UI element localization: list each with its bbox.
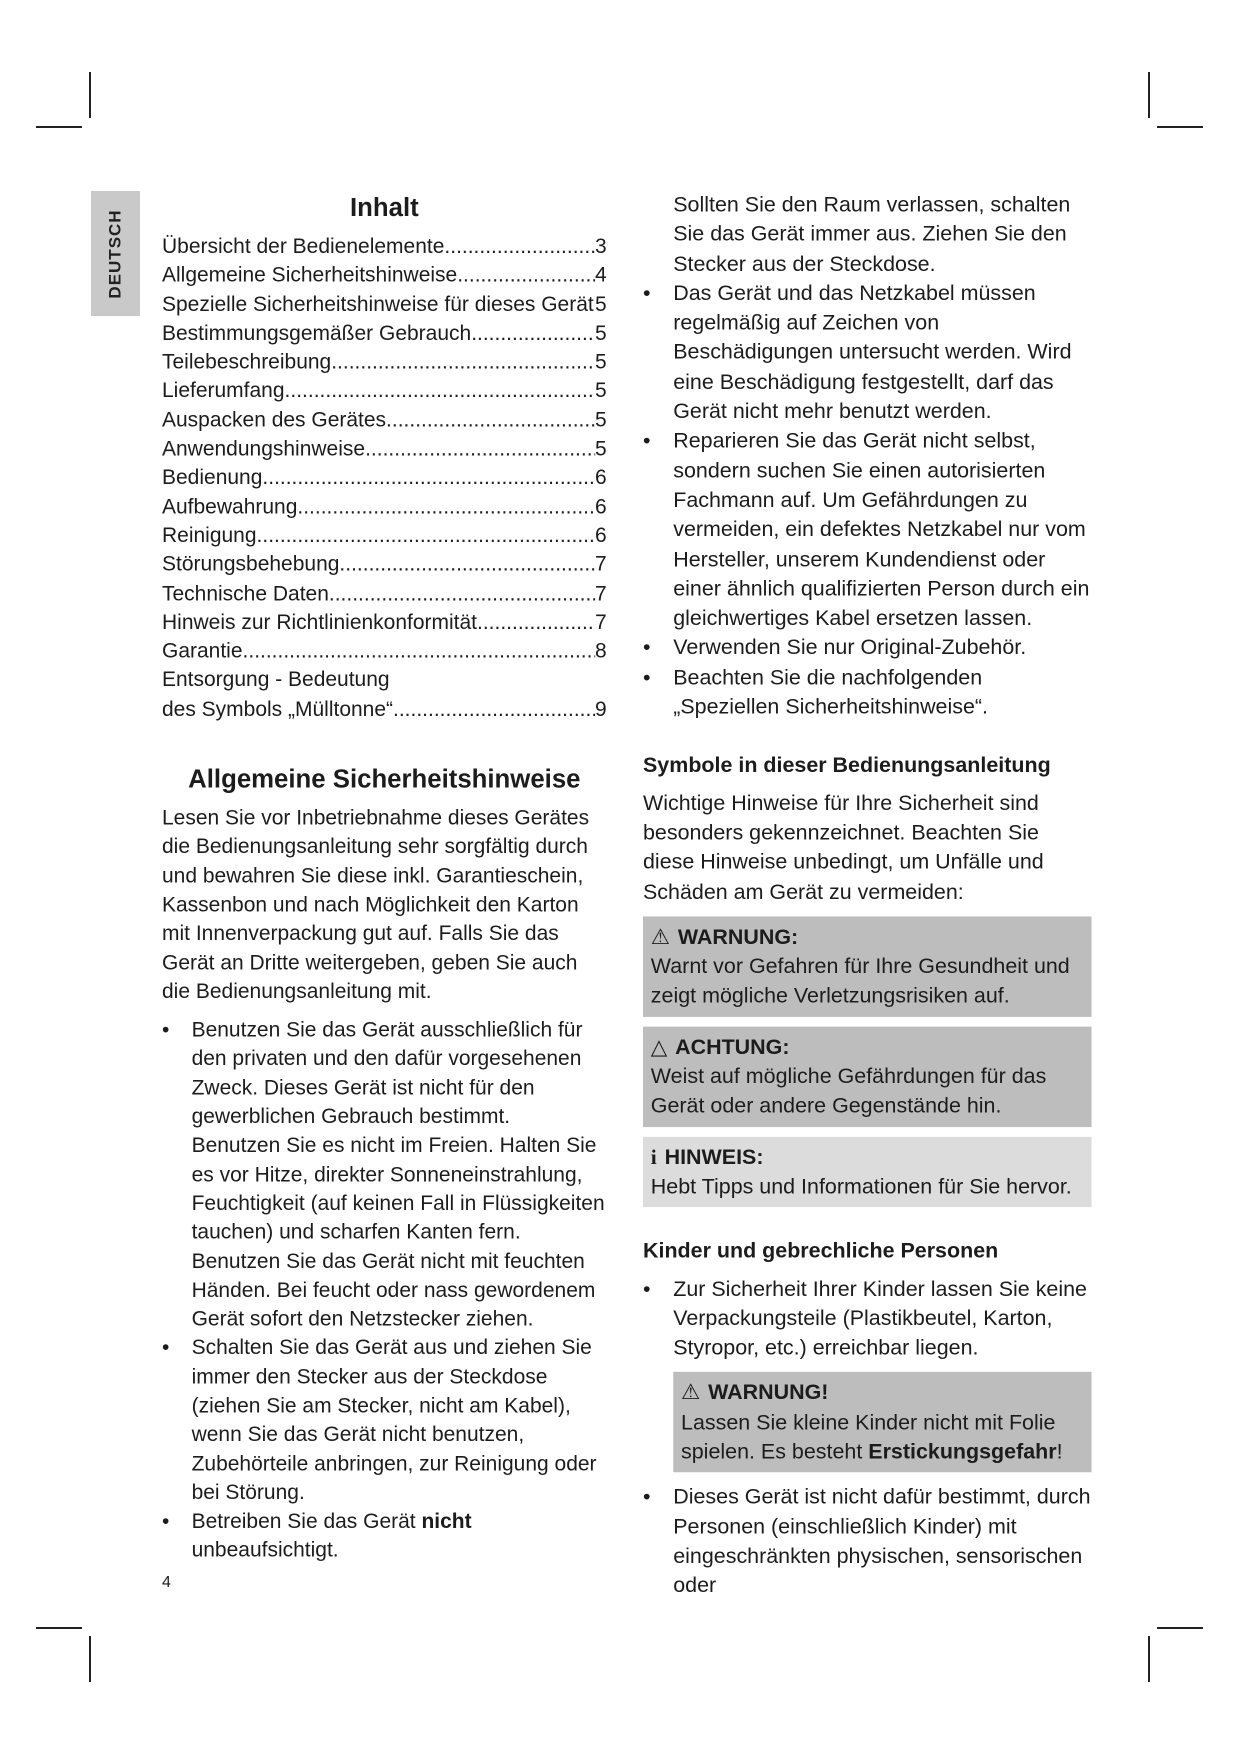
toc-title: Inhalt	[349, 192, 419, 222]
safety-intro: Lesen Sie vor Inbetriebnahme dieses Gerätes die Bedienungsanleitung sehr sorgfältig durch und bewahren Sie diese inkl. Garantieschein, Kassenbon und nach Möglichkeit den Karton mit Innenverpackung gut auf. Falls Sie das Gerät an Dritte weitergeben, geben Sie auch die Bedienungsanleitung mit.	[162, 805, 590, 1003]
toc-entry-label: Reinigung	[162, 522, 257, 547]
toc-entry[interactable]	[162, 579, 607, 608]
list-item-text: Verwenden Sie nur Original-Zubehör.	[673, 635, 1027, 660]
children-warning-box	[673, 1372, 1091, 1472]
warning-icon: ⚠	[681, 1380, 701, 1405]
toc-entry[interactable]	[162, 348, 607, 377]
bullet-icon: •	[643, 428, 651, 453]
toc-entry[interactable]	[162, 290, 607, 319]
toc-entry[interactable]	[162, 377, 607, 406]
list-item-text: Benutzen Sie das Gerät ausschließlich für den privaten und den dafür vorgesehenen Zweck. Dieses Gerät ist nicht für den gewerblichen Gebrauch bestimmt.	[191, 1017, 583, 1128]
toc-entry[interactable]	[162, 608, 607, 637]
list-item	[643, 633, 1092, 663]
caution-text: Weist auf mögliche Gefährdungen für das Gerät oder andere Gegenstände hin.	[650, 1063, 1047, 1118]
toc-leader	[444, 232, 595, 261]
list-item	[643, 663, 1092, 722]
toc-entry[interactable]	[162, 405, 607, 434]
warning-text: Warnt vor Gefahren für Ihre Gesundheit und zeigt mögliche Verletzungsrisiken auf.	[650, 953, 1070, 1008]
list-item-text: Zur Sicherheit Ihrer Kinder lassen Sie keine Verpackungsteile (Plastikbeutel, Karton, Styropor, etc.) erreichbar liegen.	[673, 1275, 1087, 1360]
note-box	[643, 1136, 1092, 1207]
bullet-icon: •	[643, 664, 651, 690]
toc-entry[interactable]	[162, 695, 607, 724]
bullet-icon: •	[162, 1508, 170, 1533]
toc-entry-label: Lieferumfang	[162, 378, 285, 403]
toc-entry-label: Übersicht der Bedienelemente	[162, 233, 445, 258]
bullet-icon: •	[643, 635, 651, 660]
toc-entry-page: 9	[594, 696, 607, 721]
toc-entry-page: 7	[594, 551, 607, 576]
list-item	[643, 1482, 1092, 1600]
toc-entry-label: Garantie	[162, 638, 243, 663]
toc-entry-page: 5	[594, 407, 607, 432]
toc-entry-label: Allgemeine Sicherheitshinweise	[162, 262, 458, 287]
toc-entry-page: 8	[594, 638, 607, 663]
warning-box	[643, 916, 1092, 1016]
list-item-text: Schalten Sie das Gerät aus und ziehen Sie immer den Stecker aus der Steckdose (ziehen Sie am Stecker, nicht am Kabel), wenn Sie das Gerät nicht benutzen, Zubehörteile anbringen, zur Reinigung oder bei Störung.	[191, 1335, 597, 1504]
list-item-text: Betreiben Sie das Gerät nicht unbeaufsichtigt.	[191, 1508, 472, 1562]
warning-title: WARNUNG:	[677, 924, 799, 949]
crop-mark	[36, 1627, 82, 1629]
toc-entry[interactable]	[162, 637, 607, 666]
crop-mark	[1148, 72, 1150, 118]
list-item	[643, 1274, 1092, 1363]
list-item-text: Das Gerät und das Netzkabel müssen regelmäßig auf Zeichen von Beschädigungen untersucht werden. Wird eine Beschädigung festgestellt, darf das Gerät nicht mehr benutzt werden.	[673, 280, 1072, 424]
crop-mark	[89, 72, 91, 118]
toc-entry-page: 3	[594, 233, 607, 258]
toc-entry-label: Aufbewahrung	[162, 494, 298, 518]
toc-entry-label: Teilebeschreibung	[162, 349, 332, 374]
list-item	[643, 426, 1092, 633]
bullet-icon: •	[643, 1484, 651, 1509]
bullet-icon: •	[643, 280, 651, 305]
toc-leader	[257, 521, 595, 550]
toc-entry-label: Bedienung	[162, 465, 263, 490]
list-item	[643, 279, 1092, 427]
toc-entry-page: 6	[594, 522, 607, 547]
toc-leader	[365, 434, 595, 463]
list-item-text: Beachten Sie die nachfolgenden „Speziellen Sicherheitshinweise“.	[673, 664, 989, 719]
note-title: HINWEIS:	[664, 1144, 764, 1169]
toc-entry-page: 7	[594, 580, 607, 605]
caution-title: ACHTUNG:	[675, 1034, 790, 1059]
toc-entry-page: 5	[594, 349, 607, 374]
toc-entry-label: Anwendungshinweise	[162, 436, 366, 461]
bullet-icon: •	[162, 1017, 170, 1042]
caution-box	[643, 1026, 1092, 1126]
crop-mark	[1157, 1627, 1203, 1629]
toc-leader	[262, 463, 595, 492]
toc-entry-label: Entsorgung - Bedeutung	[162, 667, 390, 692]
toc-entry[interactable]	[162, 550, 607, 579]
toc-leader	[329, 579, 595, 608]
toc-leader	[243, 637, 595, 666]
toc-entry[interactable]	[162, 319, 607, 348]
toc-entry-page: 6	[594, 465, 607, 490]
toc-leader	[339, 550, 595, 579]
symbols-heading: Symbole in dieser Bedienungsanleitung	[643, 752, 1051, 778]
toc-leader	[386, 405, 595, 434]
toc-entry[interactable]	[162, 666, 607, 695]
list-item	[162, 1334, 607, 1507]
left-column	[162, 190, 607, 1565]
toc-entry-label: Störungsbehebung	[162, 551, 340, 576]
list-item-text: Reparieren Sie das Gerät nicht selbst, sondern suchen Sie einen autorisierten Fachmann auf. Um Gefährdungen zu vermeiden, ein defektes Netzkabel nur vom Hersteller, unserem Kundendienst oder einer ähnlich qualifizierten Person durch ein gleichwertiges Kabel ersetzen lassen.	[673, 428, 1090, 630]
toc-entry-page: 5	[594, 320, 607, 345]
toc-entry-page: 7	[594, 609, 607, 634]
symbols-intro: Wichtige Hinweise für Ihre Sicherheit sind besonders gekennzeichnet. Beachten Sie diese Hinweise unbedingt, um Unfälle und Schäden am Gerät zu vermeiden:	[643, 790, 1044, 904]
toc-entry-page: 5	[594, 291, 607, 316]
toc-leader	[477, 608, 595, 637]
bullet-icon: •	[162, 1335, 170, 1360]
language-tab	[91, 191, 140, 316]
warning-icon: ⚠	[650, 924, 671, 949]
table-of-contents	[162, 232, 607, 666]
toc-entry[interactable]	[162, 463, 607, 492]
children-heading: Kinder und gebrechliche Personen	[643, 1238, 999, 1263]
toc-entry-page: 5	[594, 378, 607, 403]
toc-entry[interactable]	[162, 521, 607, 550]
toc-entry[interactable]	[162, 261, 607, 290]
language-label: DEUTSCH	[105, 208, 125, 299]
note-text: Hebt Tipps und Informationen für Sie hervor.	[650, 1173, 1072, 1199]
right-column	[643, 190, 1092, 1600]
toc-entry[interactable]	[162, 232, 607, 261]
crop-mark	[89, 1636, 91, 1682]
toc-leader	[471, 319, 595, 348]
toc-entry-label: Technische Daten	[162, 580, 329, 605]
toc-leader	[393, 695, 595, 724]
caution-icon: △	[650, 1034, 668, 1059]
crop-mark	[1148, 1636, 1150, 1682]
crop-mark	[36, 126, 82, 128]
toc-leader	[297, 492, 595, 521]
toc-entry-label: Bestimmungsgemäßer Gebrauch	[162, 320, 472, 345]
crop-mark	[1157, 126, 1203, 128]
toc-entry-label: Hinweis zur Richtlinienkonformität	[162, 609, 478, 634]
list-item-continuation: Sollten Sie den Raum verlassen, schalten Sie das Gerät immer aus. Ziehen Sie den Stecker aus der Steckdose.	[673, 191, 1071, 276]
info-icon: i	[650, 1144, 657, 1169]
toc-leader	[331, 348, 595, 377]
toc-entry-label: Spezielle Sicherheitshinweise für dieses Gerät	[162, 291, 594, 316]
toc-entry[interactable]	[162, 492, 607, 521]
page-number: 4	[162, 1574, 171, 1591]
list-item	[162, 1016, 607, 1132]
toc-leader	[285, 377, 595, 406]
toc-entry-page: 6	[594, 494, 607, 518]
warning-text: Lassen Sie kleine Kinder nicht mit Folie spielen. Es besteht Erstickungsgefahr!	[681, 1409, 1063, 1464]
toc-entry[interactable]	[162, 434, 607, 463]
list-item	[162, 1507, 607, 1565]
toc-entry-label: Auspacken des Gerätes	[162, 407, 387, 432]
list-item-text: Dieses Gerät ist nicht dafür bestimmt, durch Personen (einschließlich Kinder) mit eingeschränkten physischen, sensorischen oder	[673, 1484, 1091, 1598]
warning-title: WARNUNG!	[708, 1380, 829, 1405]
toc-entry-page: 5	[594, 436, 607, 461]
toc-entry-label: des Symbols „Mülltonne“	[162, 696, 394, 721]
toc-leader	[457, 261, 595, 290]
list-item-continuation: Benutzen Sie es nicht im Freien. Halten Sie es vor Hitze, direkter Sonneneinstrahlung, Feuchtigkeit (auf keinen Fall in Flüssigkeiten tauchen) und scharfen Kanten fern. Benutzen Sie das Gerät nicht mit feuchten Händen. Bei feucht oder nass gewordenem Gerät sofort den Netzstecker ziehen.	[191, 1133, 605, 1331]
toc-entry-page: 4	[594, 262, 607, 287]
bullet-icon: •	[643, 1275, 651, 1301]
section-title: Allgemeine Sicherheitshinweise	[188, 764, 581, 794]
